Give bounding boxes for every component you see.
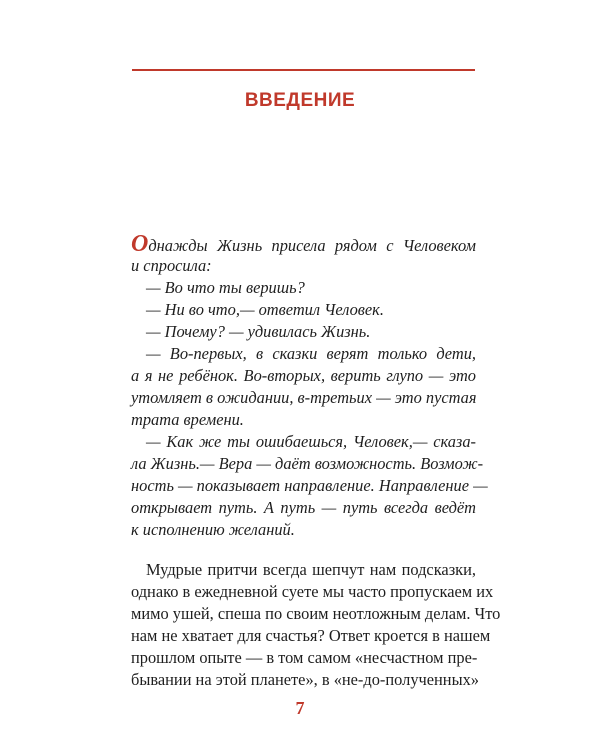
epigraph-line-8: утомляет в ожидании, в-третьих — это пустая <box>131 388 477 407</box>
epigraph-line-4: — Ни во что,— ответил Человек. <box>146 300 384 319</box>
epigraph-line-1: Однажды Жизнь присела рядом с Человеком <box>131 231 476 257</box>
epigraph-line-10: — Как же ты ошибаешься, Человек,— сказа- <box>146 432 476 451</box>
epigraph-line-5: — Почему? — удивилась Жизнь. <box>146 322 371 341</box>
body-line-6: бывании на этой планете», в «не-до-полученных» <box>131 670 479 689</box>
body-line-5: прошлом опыте — в том самом «несчастном пре- <box>131 648 478 667</box>
epigraph-line-9: трата времени. <box>131 410 244 429</box>
epigraph-line-3: — Во что ты веришь? <box>146 278 305 297</box>
body-line-1: Мудрые притчи всегда шепчут нам подсказки, <box>146 560 476 579</box>
epigraph-line-13: открывает путь. А путь — путь всегда ведёт <box>131 498 476 517</box>
epigraph-line-2: и спросила: <box>131 256 212 275</box>
body-line-4: нам не хватает для счастья? Ответ кроется в нашем <box>131 626 491 645</box>
body-line-3: мимо ушей, спеша по своим неотложным делам. Что <box>131 604 501 623</box>
epigraph-line-12: ность — показывает направление. Направление — <box>131 476 488 495</box>
drop-cap: О <box>131 231 149 257</box>
epigraph-line-11: ла Жизнь.— Вера — даёт возможность. Возмож- <box>131 454 484 473</box>
chapter-heading: ВВЕДЕНИЕ <box>244 90 356 111</box>
epigraph-line-14: к исполнению желаний. <box>131 520 295 539</box>
epigraph-line-6: — Во-первых, в сказки верят только дети, <box>146 344 476 363</box>
body-line-2: однако в ежедневной суете мы часто пропускаем их <box>131 582 494 601</box>
page-number: 7 <box>295 698 305 718</box>
epigraph-line-7: а я не ребёнок. Во-вторых, верить глупо — это <box>131 366 476 385</box>
top-rule <box>132 69 475 71</box>
